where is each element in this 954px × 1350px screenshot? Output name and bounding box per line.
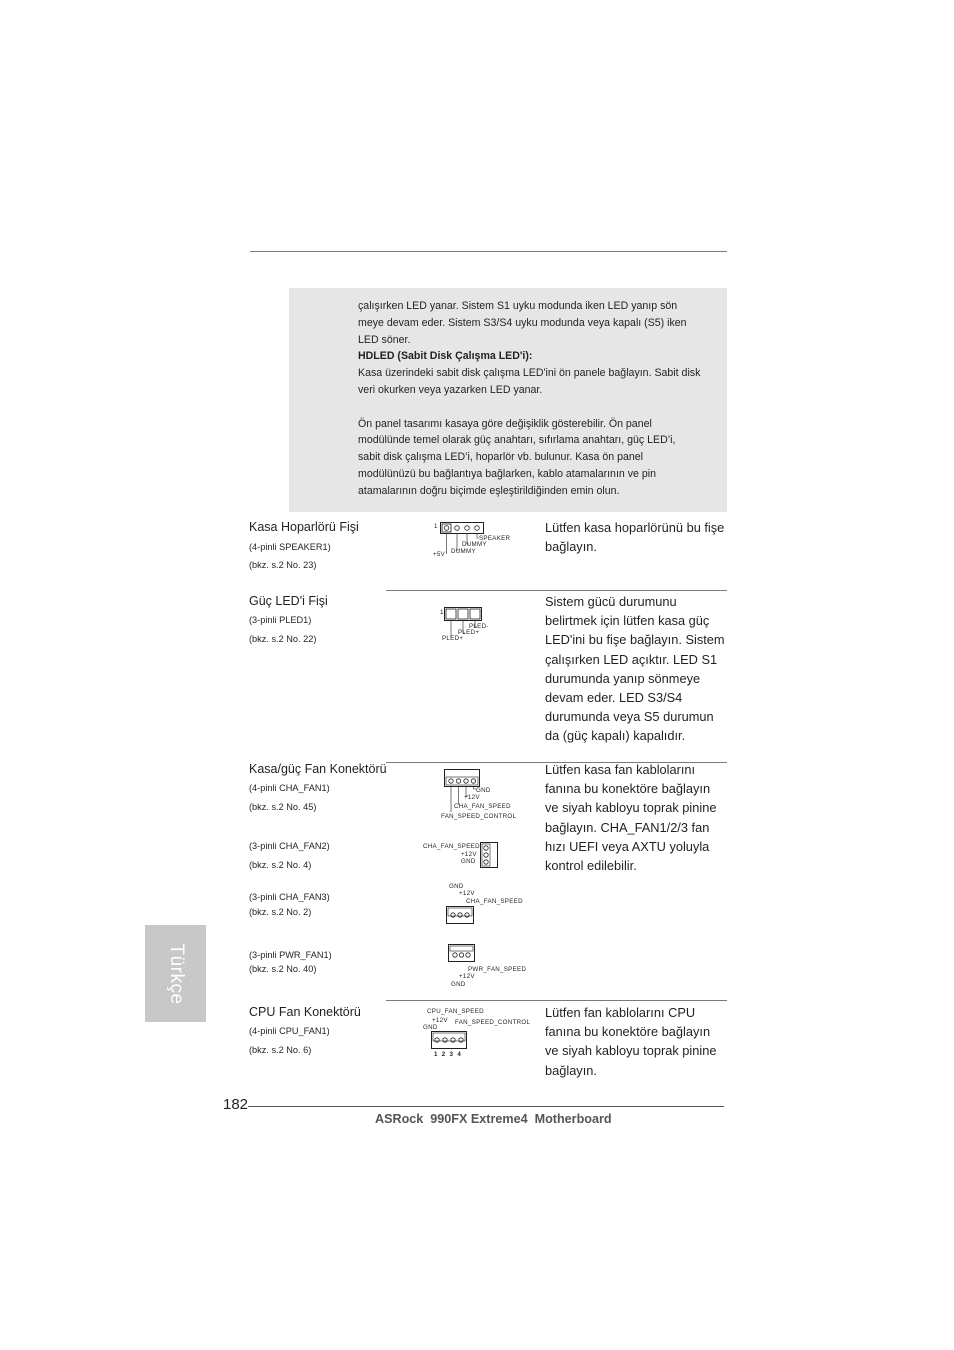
fan-ref: (bkz. s.2 No. 4): [249, 860, 312, 870]
fan-ref: (bkz. s.2 No. 2): [249, 907, 312, 917]
cha-fan1-label-12v: +12V: [464, 794, 480, 801]
cpu-fan-label-gnd: GND: [423, 1024, 438, 1031]
fan-subtitle: (3-pinli CHA_FAN3): [249, 892, 330, 902]
desc-line: fanına bu konektöre bağlayın: [545, 1024, 711, 1040]
note-line: veri okurken veya yazarken LED yanar.: [358, 384, 543, 396]
note-line: modülünde temel olarak güç anahtarı, sıfırlama anahtarı, güç LED’i,: [358, 434, 676, 446]
cha-fan1-label-speed: CHA_FAN_SPEED: [454, 803, 511, 810]
speaker-ref: (bkz. s.2 No. 23): [249, 560, 317, 570]
fan-description: [545, 760, 735, 875]
language-tab: [145, 925, 206, 1022]
pled-subtitle: (3-pinli PLED1): [249, 615, 312, 625]
speaker-label-5v: +5V: [433, 551, 446, 558]
cha-fan3-label-gnd: GND: [449, 883, 464, 890]
fan-ref: (bkz. s.2 No. 45): [249, 802, 317, 812]
section-rule: [386, 590, 727, 591]
speaker-pin1-label: 1: [434, 523, 438, 530]
cha-fan3-label-12v: +12V: [459, 890, 475, 897]
desc-line: da (güç kapalı) kapalıdır.: [545, 728, 686, 744]
fan-subtitle: (3-pinli CHA_FAN2): [249, 841, 330, 851]
speaker-label-dummy: DUMMY: [451, 548, 476, 555]
cpu-fan-connector-icon: [431, 1031, 467, 1049]
desc-line: Lütfen kasa hoparlörünü bu fişe: [545, 520, 725, 535]
cpu-fan-label-control: FAN_SPEED_CONTROL: [455, 1019, 531, 1026]
pled-label-plus: PLED+: [442, 635, 464, 642]
note-line: Ön panel tasarımı kasaya göre değişiklik gösterebilir. Ön panel: [358, 418, 652, 430]
page-number: 182: [223, 1096, 249, 1113]
cpu-fan-ref: (bkz. s.2 No. 6): [249, 1045, 312, 1055]
fan-title: Kasa/güç Fan Konektörü: [249, 762, 387, 776]
pled-label-minus: PLED-: [469, 623, 489, 630]
section-rule: [386, 1000, 727, 1001]
cpu-fan-subtitle: (4-pinli CPU_FAN1): [249, 1026, 330, 1036]
note-line: modülünüzü bu bağlantıya bağlarken, kablo atamalarının ve pin: [358, 468, 657, 480]
speaker-title: Kasa Hoparlörü Fişi: [249, 520, 359, 534]
desc-line: ve siyah kabloyu toprak pinine: [545, 800, 717, 816]
fan-subtitle: (4-pinli CHA_FAN1): [249, 783, 330, 793]
desc-line: Sistem gücü durumunu: [545, 594, 677, 609]
pled-ref: (bkz. s.2 No. 22): [249, 634, 317, 644]
note-line: çalışırken LED yanar. Sistem S1 uyku modunda iken LED yanıp sön: [358, 300, 678, 312]
note-line: sabit disk çalışma LED’i, hoparlör vb. bulunur. Kasa ön panel: [358, 451, 644, 463]
cha-fan3-connector-icon: [446, 906, 474, 924]
cpu-fan-title: CPU Fan Konektörü: [249, 1005, 361, 1019]
footer-title: ASRock 990FX Extreme4 Motherboard: [375, 1112, 612, 1126]
desc-line: bağlayın.: [545, 1062, 597, 1078]
desc-line: ve siyah kabloyu toprak pinine: [545, 1043, 717, 1059]
header-rule: [250, 251, 727, 252]
desc-line: Lütfen fan kablolarını CPU: [545, 1005, 696, 1020]
pwr-fan1-label-12v: +12V: [459, 973, 475, 980]
note-line: LED söner.: [358, 334, 411, 346]
desc-line: Lütfen kasa fan kablolarını: [545, 762, 696, 777]
cha-fan1-connector-icon: [444, 769, 480, 787]
note-line: Kasa üzerindeki sabit disk çalışma LED'ini ön panele bağlayın. Sabit disk: [358, 367, 701, 379]
cpu-fan-pin-numbers: 1 2 3 4: [434, 1051, 462, 1058]
cha-fan1-label-gnd: GND: [476, 787, 491, 794]
pled-title: Güç LED'i Fişi: [249, 594, 328, 608]
desc-line: fanına bu konektöre bağlayın: [545, 781, 711, 797]
fan-ref: (bkz. s.2 No. 40): [249, 964, 317, 974]
note-line: atamalarının doğru biçimde eşleştirildiğinden emin olun.: [358, 485, 620, 497]
pwr-fan1-connector-icon: [448, 944, 475, 962]
speaker-connector-icon: [440, 522, 484, 534]
fan-subtitle: (3-pinli PWR_FAN1): [249, 950, 332, 960]
pled-description: [545, 592, 735, 746]
speaker-subtitle: (4-pinli SPEAKER1): [249, 542, 331, 552]
speaker-description: [545, 518, 730, 556]
pled-connector-icon: [444, 607, 482, 621]
cha-fan2-label-speed: CHA_FAN_SPEED: [423, 843, 480, 850]
desc-line: devam eder. LED S3/S4: [545, 690, 683, 706]
desc-line: kontrol edilebilir.: [545, 858, 637, 874]
pled-label-plus: PLED+: [458, 629, 480, 636]
cha-fan1-label-control: FAN_SPEED_CONTROL: [441, 813, 517, 820]
cha-fan2-connector-icon: [480, 842, 498, 868]
desc-line: bağlayın.: [545, 539, 597, 555]
note-line: meye devam eder. Sistem S3/S4 uyku modunda veya kapalı (S5) iken: [358, 317, 687, 329]
cpu-fan-description: [545, 1003, 735, 1080]
desc-line: LED'ini bu fişe bağlayın. Sistem: [545, 632, 725, 648]
speaker-label-dummy: DUMMY: [462, 541, 487, 548]
cha-fan2-label-12v: +12V: [461, 851, 477, 858]
note-heading: HDLED (Sabit Disk Çalışma LED'i):: [358, 350, 533, 362]
desc-line: bağlayın. CHA_FAN1/2/3 fan: [545, 819, 710, 835]
desc-line: durumunda yanıp sönmeye: [545, 670, 701, 686]
pled-pin1-label: 1: [440, 609, 444, 616]
cpu-fan-label-12v: +12V: [432, 1017, 448, 1024]
footer-rule: [248, 1106, 724, 1107]
cha-fan3-label-speed: CHA_FAN_SPEED: [466, 898, 523, 905]
speaker-label-speaker: SPEAKER: [479, 535, 511, 542]
desc-line: durumunda veya S5 durumun: [545, 709, 714, 725]
cha-fan2-label-gnd: GND: [461, 858, 476, 865]
desc-line: hızı UEFI veya AXTU yoluyla: [545, 838, 710, 854]
desc-line: belirtmek için lütfen kasa güç: [545, 613, 710, 629]
desc-line: çalışırken LED açıktır. LED S1: [545, 651, 718, 667]
pwr-fan1-label-speed: PWR_FAN_SPEED: [468, 966, 527, 973]
note-box: [289, 288, 727, 512]
pwr-fan1-label-gnd: GND: [451, 981, 466, 988]
cpu-fan-label-speed: CPU_FAN_SPEED: [427, 1008, 484, 1015]
language-tab-label: Türkçe: [165, 942, 187, 1005]
